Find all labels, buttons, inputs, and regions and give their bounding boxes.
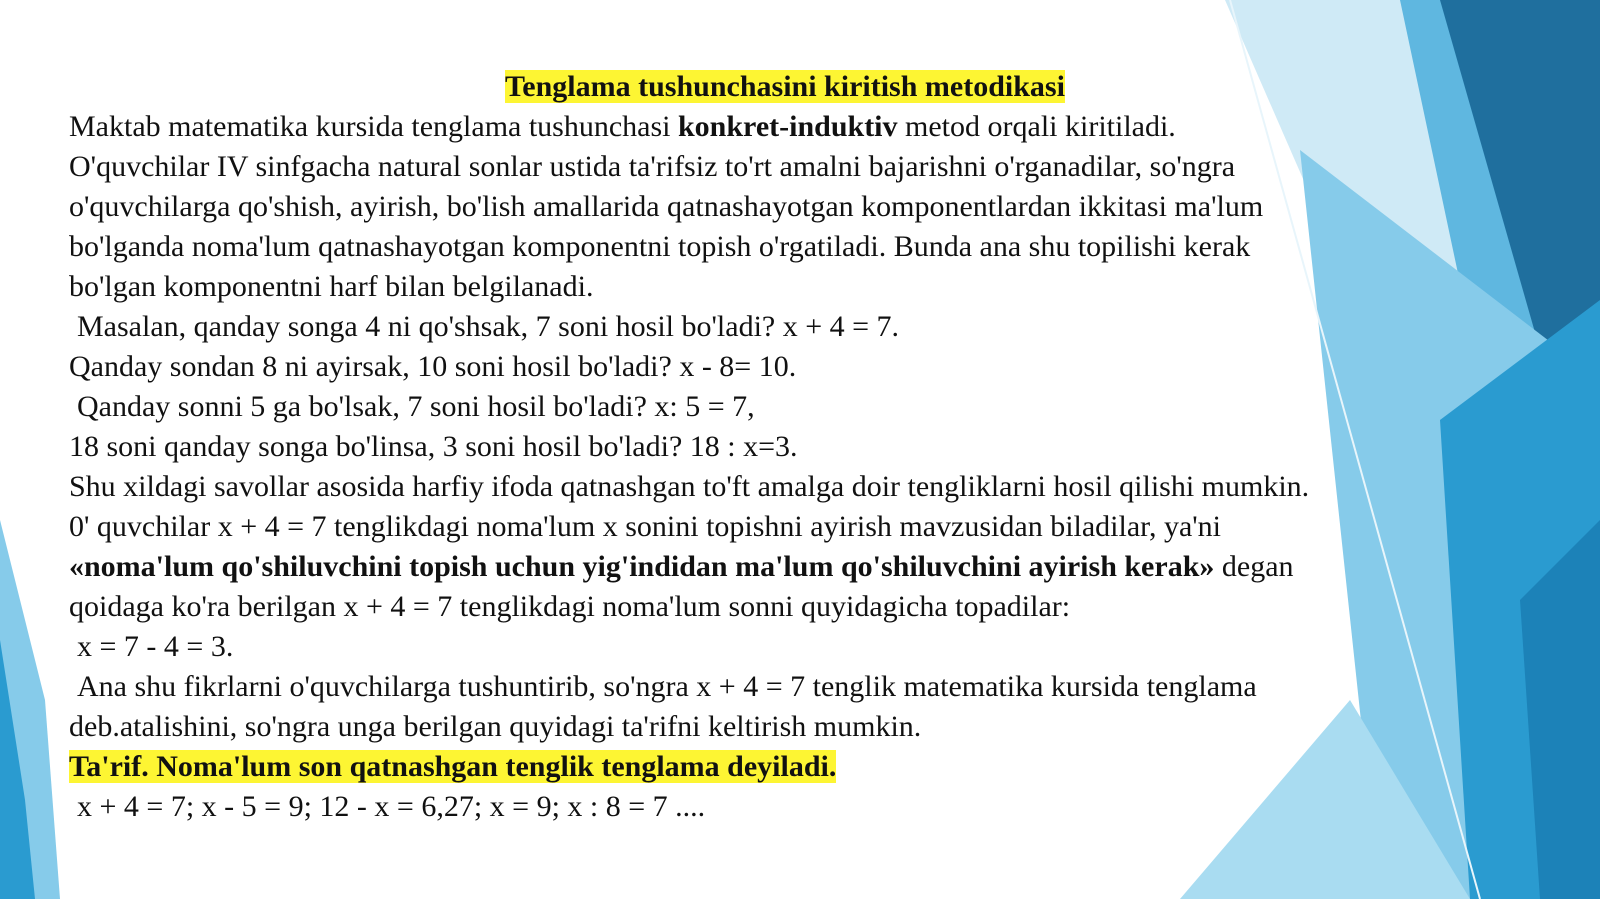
solution-line: x = 7 - 4 = 3.	[77, 630, 234, 663]
paragraph-5-line-2: deb.atalishini, so'ngra unga berilgan quyidagi ta'rifni keltirish mumkin.	[69, 710, 922, 743]
rule-after-text: degan	[1214, 550, 1294, 583]
p1-bold-term: konkret-induktiv	[678, 110, 898, 143]
example-3: Qanday sonni 5 ga bo'lsak, 7 soni hosil bo'ladi? x: 5 = 7,	[77, 390, 755, 423]
paragraph-4-line-1: 0' quvchilar x + 4 = 7 tenglikdagi noma'lum x sonini topishni ayirish mavzusidan biladilar, ya'ni	[69, 510, 1222, 543]
example-1: Masalan, qanday songa 4 ni qo'shsak, 7 soni hosil bo'ladi? x + 4 = 7.	[77, 310, 900, 343]
title-line	[69, 67, 1539, 107]
paragraph-2-line-3: bo'lganda noma'lum qatnashayotgan komponentni topish o'rgatiladi. Bunda ana shu topilishi kerak	[69, 230, 1251, 263]
paragraph-2-line-2: o'quvchilarga qo'shish, ayirish, bo'lish amallarida qatnashayotgan komponentlardan ikkitasi ma'lum	[69, 190, 1264, 223]
slide-title: Tenglama tushunchasini kiritish metodikasi	[505, 70, 1065, 103]
slide-text-block	[69, 67, 1539, 827]
paragraph-4-rule	[69, 547, 1539, 587]
p1-text-c: metod orqali kiritiladi.	[897, 110, 1176, 143]
paragraph-3: Shu xildagi savollar asosida harfiy ifoda qatnashgan to'ft amalga doir tengliklarni hosil qilishi mumkin.	[69, 470, 1310, 503]
paragraph-1	[69, 107, 1539, 147]
example-2: Qanday sondan 8 ni ayirsak, 10 soni hosil bo'ladi? x - 8= 10.	[69, 350, 797, 383]
rule-text: «noma'lum qo'shiluvchini topish uchun yig'indidan ma'lum qo'shiluvchini ayirish kerak»	[69, 550, 1215, 583]
paragraph-2-line-1: O'quvchilar IV sinfgacha natural sonlar ustida ta'rifsiz to'rt amalni bajarishni o'rganadilar, so'ngra	[69, 150, 1236, 183]
definition-line	[69, 747, 1539, 787]
p1-text-a: Maktab matematika kursida tenglama tushunchasi	[69, 110, 678, 143]
paragraph-4-line-3: qoidaga ko'ra berilgan x + 4 = 7 tenglikdagi noma'lum sonni quyidagicha topadilar:	[69, 590, 1071, 623]
definition: Ta'rif. Noma'lum son qatnashgan tenglik tenglama deyiladi.	[69, 750, 837, 783]
paragraph-5-line-1: Ana shu fikrlarni o'quvchilarga tushuntirib, so'ngra x + 4 = 7 tenglik matematika kursida tenglama	[77, 670, 1257, 703]
example-4: 18 soni qanday songa bo'linsa, 3 soni hosil bo'ladi? 18 : x=3.	[69, 430, 798, 463]
equation-examples: x + 4 = 7; x - 5 = 9; 12 - x = 6,27; x = 9; x : 8 = 7 ....	[77, 790, 706, 823]
paragraph-2-line-4: bo'lgan komponentni harf bilan belgilanadi.	[69, 270, 594, 303]
